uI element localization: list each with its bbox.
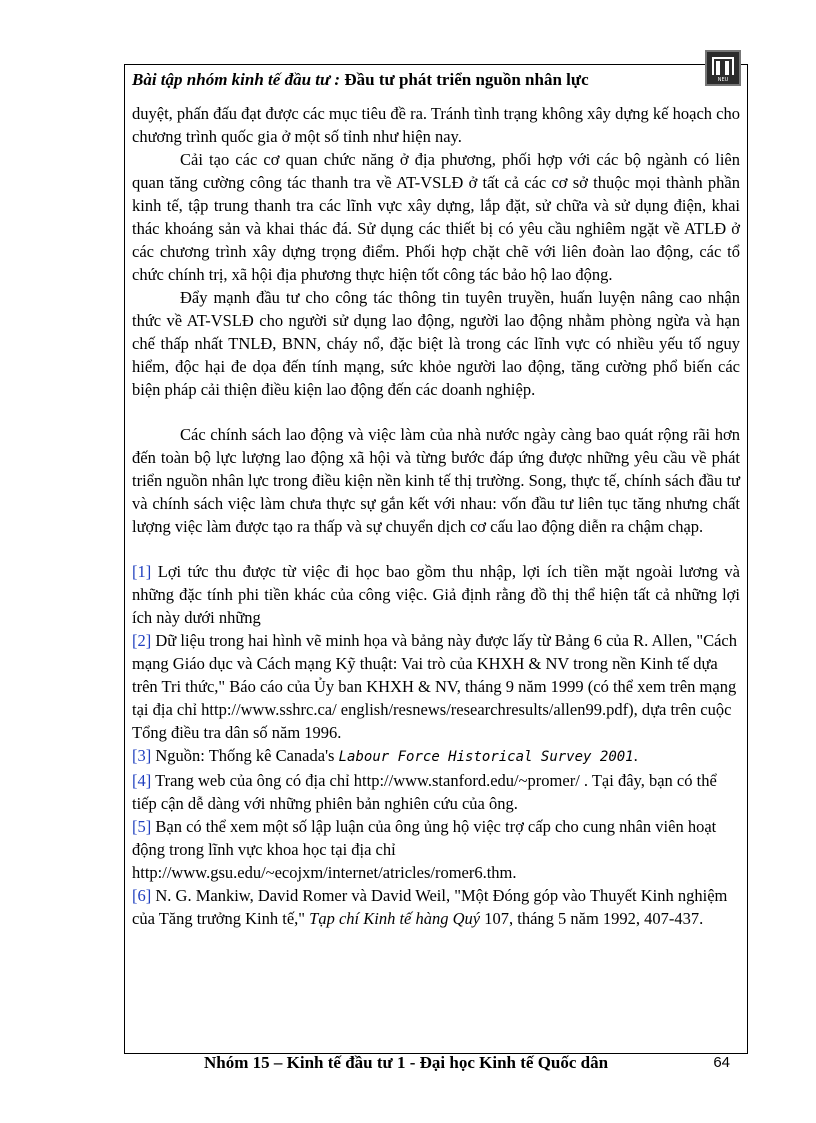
footnote-3: [3] Nguồn: Thống kê Canada's Labour Force Historical Survey 2001.	[132, 746, 638, 765]
footnote-4-link[interactable]: [4]	[132, 771, 152, 790]
footnote-5-link[interactable]: [5]	[132, 817, 152, 836]
document-body	[132, 102, 740, 930]
paragraph-communication: Đẩy mạnh đầu tư cho công tác thông tin tuyên truyền, huấn luyện nâng cao nhận thức về AT-VSLĐ cho người sử dụng lao động, người lao động nhằm phòng ngừa và hạn chế thấp nhất TNLĐ, BNN, cháy nổ, đặc biệt là trong các lĩnh vực có nhiều yếu tố nguy hiểm, độc hại đe dọa đến tính mạng, sức khỏe người lao động, tăng cường phổ biến các biện pháp cải thiện điều kiện lao động đến các doanh nghiệp.	[132, 288, 740, 399]
footnote-4: [4] Trang web của ông có địa chỉ http://www.stanford.edu/~promer/ . Tại đây, bạn có thể tiếp cận dễ dàng với những phiên bản nghiên cứu của ông.	[132, 771, 717, 813]
header-topic: Đầu tư phát triển nguồn nhân lực	[344, 70, 589, 89]
logo-label: NEU	[717, 77, 729, 83]
footnote-1: [1] Lợi tức thu được từ việc đi học bao gồm thu nhập, lợi ích tiền mặt ngoài lương và những đặc tính phi tiền khác của công việc. Giả định rằng đồ thị thể hiện tất cả những lợi ích này dưới những	[132, 562, 740, 627]
footnote-2-link[interactable]: [2]	[132, 631, 152, 650]
footnote-3-link[interactable]: [3]	[132, 746, 152, 765]
footnote-6: [6] N. G. Mankiw, David Romer và David Weil, "Một Đóng góp vào Thuyết Kinh nghiệm của Tăng trưởng Kinh tế," Tạp chí Kinh tế hàng Quý 107, tháng 5 năm 1992, 407-437.	[132, 886, 728, 928]
university-logo-icon	[705, 50, 741, 86]
page-number: 64	[713, 1054, 730, 1071]
footnote-5: [5] Bạn có thể xem một số lập luận của ông ủng hộ việc trợ cấp cho cung nhân viên hoạt động trong lĩnh vực khoa học tại địa chỉ http://www.gsu.edu/~ecojxm/internet/atricles/romer6.thm.	[132, 817, 717, 882]
footnote-2: [2] Dữ liệu trong hai hình vẽ minh họa và bảng này được lấy từ Bảng 6 của R. Allen, "Cách mạng Giáo dục và Cách mạng Kỹ thuật: Vai trò của KHXH & NV trong nền Kinh tế dựa trên Tri thức," Báo cáo của Ủy ban KHXH & NV, tháng 9 năm 1999 (có thể xem trên mạng tại địa chỉ http://www.sshrc.ca/ english/resnews/researchresults/allen99.pdf), dựa trên cuộc Tổng điều tra dân số năm 1996.	[132, 631, 737, 742]
page-header	[132, 70, 692, 90]
paragraph-inspection: Cải tạo các cơ quan chức năng ở địa phương, phối hợp với các bộ ngành có liên quan tăng cường công tác thanh tra về AT-VSLĐ ở tất cả các cơ sở thuộc mọi thành phần kinh tế, tập trung thanh tra các lĩnh vực xây dựng, lắp đặt, sử chữa và sử dụng điện, khai thác khoáng sản và khai thác đá. Sử dụng các thiết bị có yêu cầu nghiêm ngặt về ATLĐ ở các chương trình xây dựng trọng điểm. Phối hợp chặt chẽ với liên đoàn lao động, các tổ chức chính trị, xã hội địa phương thực hiện tốt công tác bảo hộ lao động.	[132, 150, 740, 284]
header-course: Bài tập nhóm kinh tế đầu tư :	[132, 70, 341, 89]
footnote-1-link[interactable]: [1]	[132, 562, 152, 581]
paragraph-continuation: duyệt, phấn đấu đạt được các mục tiêu đề ra. Tránh tình trạng không xây dựng kế hoạch cho chương trình quốc gia ở một số tỉnh như hiện nay.	[132, 104, 740, 146]
footnote-6-link[interactable]: [6]	[132, 886, 152, 905]
footer-text: Nhóm 15 – Kinh tế đầu tư 1 - Đại học Kinh tế Quốc dân	[204, 1053, 609, 1072]
paragraph-labour-policy: Các chính sách lao động và việc làm của nhà nước ngày càng bao quát rộng rãi hơn đến toàn bộ lực lượng lao động xã hội và từng bước đáp ứng được những yêu cầu về phát triển nguồn nhân lực trong điều kiện nền kinh tế thị trường. Song, thực tế, chính sách đầu tư và chính sách việc làm chưa thực sự gắn kết với nhau: vốn đầu tư liên tục tăng nhưng chất lượng việc làm được tạo ra thấp và sự chuyển dịch cơ cấu lao động diễn ra chậm chạp.	[132, 425, 740, 536]
